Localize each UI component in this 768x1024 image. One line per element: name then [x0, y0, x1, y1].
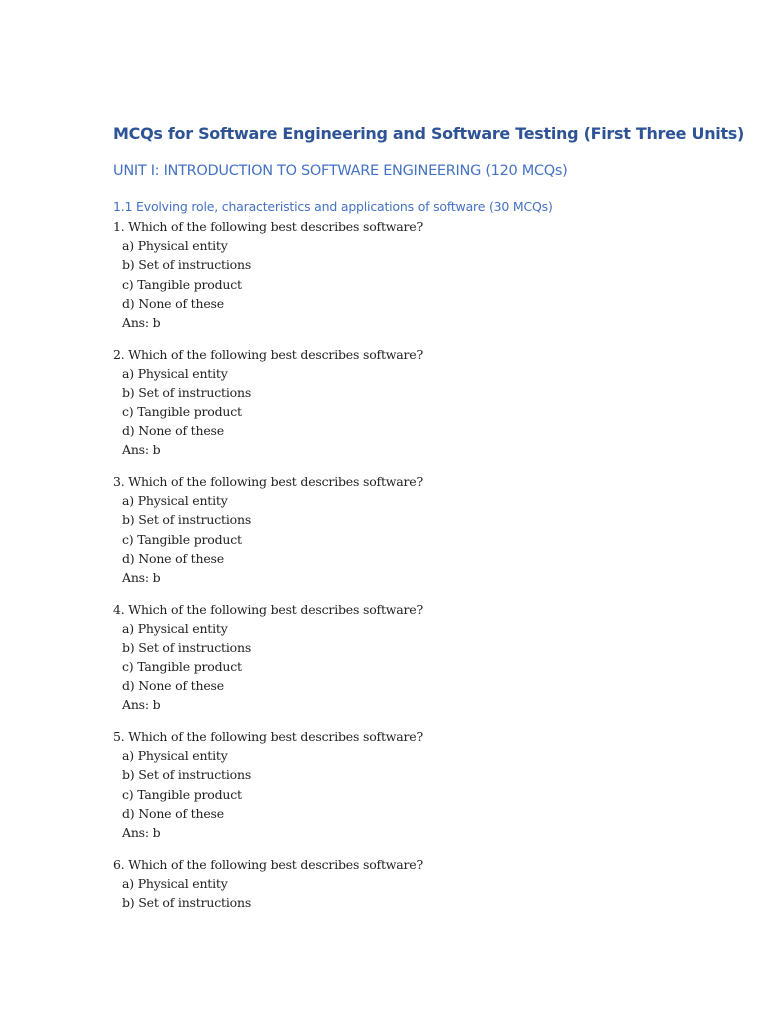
answer-key: Ans: b	[122, 569, 161, 585]
answer-option: a) Physical entity	[122, 238, 228, 254]
answer-option: d) None of these	[122, 423, 224, 439]
answer-option: b) Set of instructions	[122, 767, 252, 783]
question-text: 4. Which of the following best describes software?	[113, 601, 423, 617]
answer-option: c) Tangible product	[122, 659, 242, 675]
answer-option: b) Set of instructions	[122, 512, 252, 528]
answer-option: b) Set of instructions	[122, 639, 252, 655]
answer-option: d) None of these	[122, 295, 224, 311]
question-block	[113, 855, 713, 913]
question-block	[113, 600, 713, 715]
question-text: 1. Which of the following best describes software?	[113, 219, 423, 234]
answer-option: a) Physical entity	[122, 748, 228, 764]
document-title: MCQs for Software Engineering and Software Testing (First Three Units)	[113, 124, 745, 143]
answer-key: Ans: b	[122, 825, 161, 840]
answer-option: c) Tangible product	[122, 531, 242, 547]
question-block	[113, 472, 713, 587]
answer-option: d) None of these	[122, 805, 224, 821]
answer-option: a) Physical entity	[122, 365, 228, 381]
answer-option: b) Set of instructions	[122, 384, 252, 400]
answer-option: c) Tangible product	[122, 404, 242, 420]
question-block	[113, 345, 713, 460]
answer-option: a) Physical entity	[122, 875, 228, 891]
question-text: 5. Which of the following best describes software?	[113, 729, 423, 745]
question-list	[113, 217, 713, 925]
answer-option: d) None of these	[122, 678, 224, 694]
section-heading: 1.1 Evolving role, characteristics and applications of software (30 MCQs)	[113, 199, 553, 214]
question-block	[113, 727, 713, 842]
question-text: 6. Which of the following best describes software?	[113, 856, 423, 872]
answer-option: a) Physical entity	[122, 493, 228, 509]
answer-key: Ans: b	[122, 442, 161, 458]
answer-option: d) None of these	[122, 550, 224, 566]
answer-option: a) Physical entity	[122, 620, 228, 636]
answer-key: Ans: b	[122, 697, 161, 713]
answer-key: Ans: b	[122, 314, 161, 330]
question-text: 2. Which of the following best describes software?	[113, 346, 423, 362]
answer-option: c) Tangible product	[122, 276, 242, 292]
answer-option: b) Set of instructions	[122, 894, 252, 910]
question-block	[113, 217, 713, 332]
question-text: 3. Which of the following best describes software?	[113, 474, 423, 490]
answer-option: c) Tangible product	[122, 786, 242, 802]
unit-heading: UNIT I: INTRODUCTION TO SOFTWARE ENGINEERING (120 MCQs)	[113, 163, 568, 179]
answer-option: b) Set of instructions	[122, 257, 252, 273]
